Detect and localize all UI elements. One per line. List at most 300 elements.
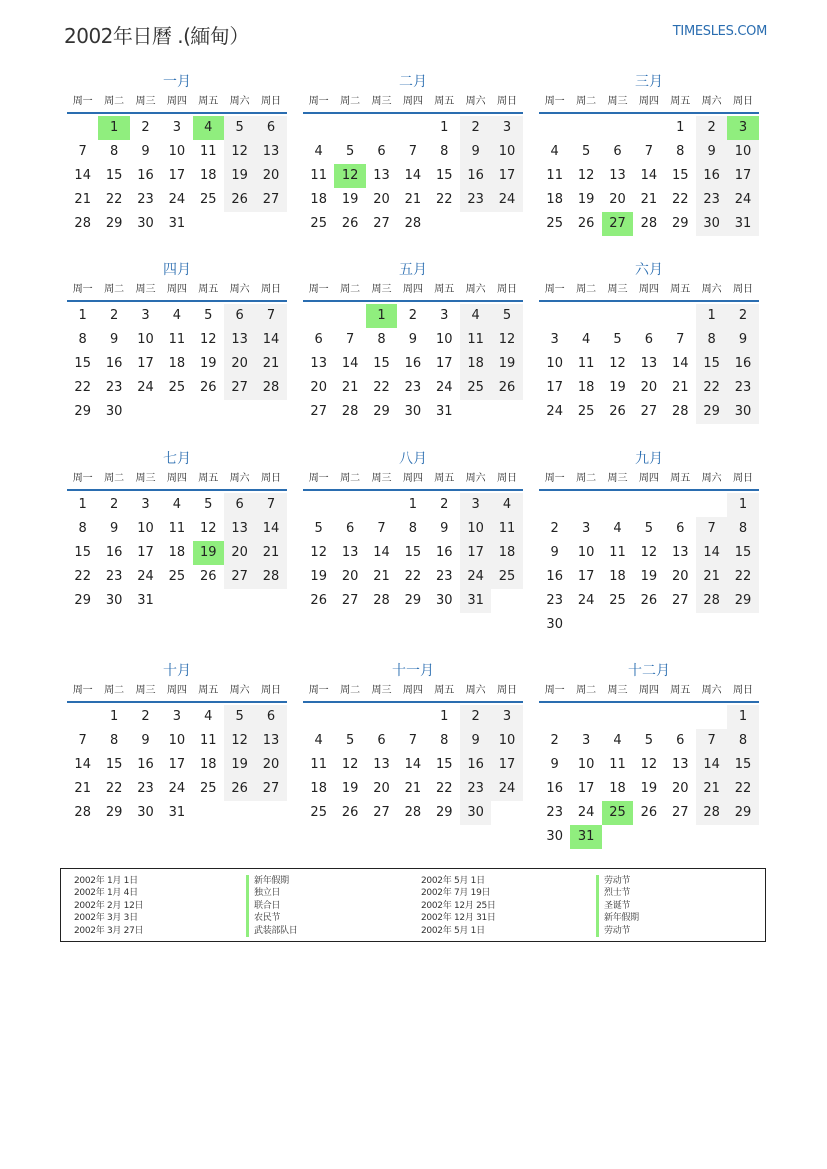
day-cell[interactable]: 30 [435,593,453,608]
day-cell[interactable]: 4 [172,497,181,512]
day-cell[interactable]: 24 [168,192,186,207]
day-cell[interactable]: 13 [373,168,390,183]
day-cell[interactable]: 7 [696,517,727,541]
day-cell[interactable]: 6 [377,733,386,748]
day-cell[interactable]: 17 [491,164,522,188]
day-cell[interactable]: 20 [373,192,390,207]
day-cell[interactable]: 5 [224,116,255,140]
day-cell[interactable]: 1 [696,304,727,328]
day-cell[interactable]: 27 [640,404,658,419]
day-cell[interactable]: 2 [109,497,119,512]
day-cell[interactable]: 22 [105,781,123,796]
day-cell[interactable]: 28 [640,216,658,231]
day-cell[interactable]: 3 [141,497,150,512]
day-cell[interactable]: 9 [109,332,119,347]
day-cell[interactable]: 26 [341,805,359,820]
day-cell[interactable]: 24 [137,569,154,584]
day-cell[interactable]: 14 [640,168,658,183]
day-cell[interactable]: 3 [581,733,591,748]
day-cell[interactable]: 5 [345,733,355,748]
day-cell[interactable]: 29 [435,805,453,820]
day-cell[interactable]: 5 [491,304,522,328]
day-cell[interactable]: 14 [404,757,422,772]
day-cell[interactable]: 29 [105,216,123,231]
day-cell[interactable]: 12 [224,140,255,164]
day-cell[interactable]: 8 [408,521,417,536]
day-cell[interactable]: 27 [373,805,390,820]
day-cell[interactable]: 24 [137,380,154,395]
day-cell[interactable]: 15 [74,545,91,560]
day-cell[interactable]: 13 [341,545,359,560]
day-cell[interactable]: 19 [341,781,359,796]
day-cell[interactable]: 21 [74,192,91,207]
day-cell[interactable]: 2 [141,709,150,724]
day-cell[interactable]: 26 [341,216,359,231]
day-cell[interactable]: 22 [671,192,689,207]
day-cell[interactable]: 12 [334,164,365,188]
day-cell[interactable]: 21 [671,380,689,395]
day-cell[interactable]: 7 [255,304,286,328]
day-cell[interactable]: 25 [602,801,633,825]
day-cell[interactable]: 9 [550,545,559,560]
day-cell[interactable]: 24 [168,781,186,796]
day-cell[interactable]: 23 [696,188,727,212]
day-cell[interactable]: 22 [435,781,453,796]
day-cell[interactable]: 7 [377,521,386,536]
day-cell[interactable]: 27 [224,565,255,589]
day-cell[interactable]: 22 [373,380,390,395]
day-cell[interactable]: 11 [546,168,563,183]
day-cell[interactable]: 11 [168,521,186,536]
day-cell[interactable]: 13 [671,545,689,560]
day-cell[interactable]: 28 [255,565,286,589]
day-cell[interactable]: 4 [613,521,622,536]
day-cell[interactable]: 22 [435,192,453,207]
day-cell[interactable]: 17 [491,753,522,777]
day-cell[interactable]: 22 [727,777,758,801]
day-cell[interactable]: 24 [727,188,758,212]
day-cell[interactable]: 16 [435,545,453,560]
day-cell[interactable]: 16 [546,569,563,584]
day-cell[interactable]: 14 [696,753,727,777]
day-cell[interactable]: 9 [727,328,758,352]
day-cell[interactable]: 14 [341,356,359,371]
day-cell[interactable]: 3 [491,705,522,729]
day-cell[interactable]: 6 [255,116,286,140]
day-cell[interactable]: 23 [105,380,123,395]
day-cell[interactable]: 1 [366,304,397,328]
day-cell[interactable]: 6 [255,705,286,729]
day-cell[interactable]: 21 [404,192,422,207]
day-cell[interactable]: 18 [609,781,626,796]
day-cell[interactable]: 4 [613,733,622,748]
day-cell[interactable]: 18 [168,545,186,560]
day-cell[interactable]: 16 [137,168,154,183]
day-cell[interactable]: 21 [74,781,91,796]
day-cell[interactable]: 17 [168,168,186,183]
day-cell[interactable]: 17 [546,380,563,395]
day-cell[interactable]: 15 [105,168,123,183]
day-cell[interactable]: 1 [109,709,119,724]
day-cell[interactable]: 8 [696,328,727,352]
day-cell[interactable]: 30 [137,805,154,820]
day-cell[interactable]: 19 [341,192,359,207]
day-cell[interactable]: 17 [168,757,186,772]
day-cell[interactable]: 20 [310,380,327,395]
day-cell[interactable]: 24 [491,777,522,801]
day-cell[interactable]: 16 [460,164,491,188]
day-cell[interactable]: 17 [727,164,758,188]
day-cell[interactable]: 12 [199,521,217,536]
day-cell[interactable]: 25 [168,569,186,584]
day-cell[interactable]: 11 [199,144,217,159]
day-cell[interactable]: 26 [577,216,595,231]
day-cell[interactable]: 9 [440,521,449,536]
day-cell[interactable]: 26 [640,805,658,820]
day-cell[interactable]: 31 [137,593,154,608]
day-cell[interactable]: 21 [696,777,727,801]
day-cell[interactable]: 3 [440,308,449,323]
day-cell[interactable]: 19 [199,356,217,371]
day-cell[interactable]: 20 [640,380,658,395]
day-cell[interactable]: 7 [408,144,417,159]
day-cell[interactable]: 7 [345,332,355,347]
day-cell[interactable]: 6 [377,144,386,159]
day-cell[interactable]: 28 [696,589,727,613]
day-cell[interactable]: 10 [577,757,595,772]
day-cell[interactable]: 3 [727,116,758,140]
day-cell[interactable]: 12 [491,328,522,352]
day-cell[interactable]: 20 [341,569,359,584]
day-cell[interactable]: 3 [550,332,559,347]
day-cell[interactable]: 12 [640,545,658,560]
day-cell[interactable]: 29 [105,805,123,820]
day-cell[interactable]: 10 [491,140,522,164]
day-cell[interactable]: 4 [491,493,522,517]
day-cell[interactable]: 9 [408,332,417,347]
day-cell[interactable]: 7 [255,493,286,517]
day-cell[interactable]: 19 [310,569,327,584]
day-cell[interactable]: 26 [224,777,255,801]
day-cell[interactable]: 5 [224,705,255,729]
day-cell[interactable]: 26 [199,569,217,584]
day-cell[interactable]: 4 [193,116,224,140]
day-cell[interactable]: 14 [696,541,727,565]
day-cell[interactable]: 3 [172,709,181,724]
day-cell[interactable]: 9 [460,140,491,164]
day-cell[interactable]: 5 [204,497,213,512]
day-cell[interactable]: 25 [199,781,217,796]
day-cell[interactable]: 5 [644,733,653,748]
day-cell[interactable]: 11 [577,356,595,371]
day-cell[interactable]: 15 [435,757,453,772]
day-cell[interactable]: 23 [727,376,758,400]
day-cell[interactable]: 25 [199,192,217,207]
day-cell[interactable]: 10 [460,517,491,541]
day-cell[interactable]: 12 [609,356,626,371]
day-cell[interactable]: 12 [224,729,255,753]
day-cell[interactable]: 10 [137,521,154,536]
day-cell[interactable]: 13 [255,140,286,164]
day-cell[interactable]: 25 [491,565,522,589]
day-cell[interactable]: 4 [550,144,559,159]
day-cell[interactable]: 22 [105,192,123,207]
site-logo[interactable]: TIMESLES.COM [672,24,767,39]
day-cell[interactable]: 11 [310,168,327,183]
day-cell[interactable]: 31 [727,212,758,236]
day-cell[interactable]: 18 [168,356,186,371]
day-cell[interactable]: 15 [727,753,758,777]
day-cell[interactable]: 11 [199,733,217,748]
day-cell[interactable]: 4 [314,144,323,159]
day-cell[interactable]: 18 [546,192,563,207]
day-cell[interactable]: 11 [168,332,186,347]
day-cell[interactable]: 12 [341,757,359,772]
day-cell[interactable]: 10 [577,545,595,560]
day-cell[interactable]: 28 [696,801,727,825]
day-cell[interactable]: 7 [644,144,653,159]
day-cell[interactable]: 17 [460,541,491,565]
day-cell[interactable]: 18 [310,781,327,796]
day-cell[interactable]: 19 [491,352,522,376]
day-cell[interactable]: 6 [644,332,653,347]
day-cell[interactable]: 13 [671,757,689,772]
day-cell[interactable]: 9 [109,521,119,536]
day-cell[interactable]: 9 [141,144,150,159]
day-cell[interactable]: 20 [373,781,390,796]
day-cell[interactable]: 13 [310,356,327,371]
day-cell[interactable]: 30 [137,216,154,231]
day-cell[interactable]: 29 [727,589,758,613]
day-cell[interactable]: 1 [408,497,417,512]
day-cell[interactable]: 22 [696,376,727,400]
day-cell[interactable]: 8 [440,733,449,748]
day-cell[interactable]: 23 [546,593,563,608]
day-cell[interactable]: 15 [671,168,689,183]
day-cell[interactable]: 21 [255,352,286,376]
day-cell[interactable]: 14 [373,545,390,560]
day-cell[interactable]: 17 [435,356,453,371]
day-cell[interactable]: 29 [74,404,91,419]
day-cell[interactable]: 13 [373,757,390,772]
day-cell[interactable]: 17 [577,781,595,796]
day-cell[interactable]: 21 [255,541,286,565]
day-cell[interactable]: 18 [310,192,327,207]
day-cell[interactable]: 1 [676,120,685,135]
day-cell[interactable]: 11 [609,545,626,560]
day-cell[interactable]: 11 [310,757,327,772]
day-cell[interactable]: 18 [460,352,491,376]
day-cell[interactable]: 6 [314,332,323,347]
day-cell[interactable]: 26 [224,188,255,212]
day-cell[interactable]: 8 [78,521,87,536]
day-cell[interactable]: 13 [609,168,626,183]
day-cell[interactable]: 10 [137,332,154,347]
day-cell[interactable]: 5 [644,521,653,536]
day-cell[interactable]: 14 [671,356,689,371]
day-cell[interactable]: 28 [341,404,359,419]
day-cell[interactable]: 30 [546,617,563,632]
day-cell[interactable]: 2 [727,304,758,328]
day-cell[interactable]: 24 [577,805,595,820]
day-cell[interactable]: 29 [404,593,422,608]
day-cell[interactable]: 25 [168,380,186,395]
day-cell[interactable]: 9 [696,140,727,164]
day-cell[interactable]: 19 [577,192,595,207]
day-cell[interactable]: 8 [109,144,119,159]
day-cell[interactable]: 28 [404,805,422,820]
day-cell[interactable]: 4 [172,308,181,323]
day-cell[interactable]: 15 [105,757,123,772]
day-cell[interactable]: 28 [74,216,91,231]
day-cell[interactable]: 7 [696,729,727,753]
day-cell[interactable]: 15 [74,356,91,371]
day-cell[interactable]: 22 [74,569,91,584]
day-cell[interactable]: 20 [255,753,286,777]
day-cell[interactable]: 14 [74,757,91,772]
day-cell[interactable]: 13 [640,356,658,371]
day-cell[interactable]: 17 [577,569,595,584]
day-cell[interactable]: 30 [404,404,422,419]
day-cell[interactable]: 6 [613,144,622,159]
day-cell[interactable]: 16 [546,781,563,796]
day-cell[interactable]: 12 [199,332,217,347]
day-cell[interactable]: 2 [696,116,727,140]
day-cell[interactable]: 10 [727,140,758,164]
day-cell[interactable]: 19 [609,380,626,395]
day-cell[interactable]: 6 [224,493,255,517]
day-cell[interactable]: 27 [310,404,327,419]
day-cell[interactable]: 19 [193,541,224,565]
day-cell[interactable]: 11 [609,757,626,772]
day-cell[interactable]: 30 [105,404,123,419]
day-cell[interactable]: 2 [141,120,150,135]
day-cell[interactable]: 29 [74,593,91,608]
day-cell[interactable]: 8 [109,733,119,748]
day-cell[interactable]: 21 [696,565,727,589]
day-cell[interactable]: 20 [224,352,255,376]
day-cell[interactable]: 27 [341,593,359,608]
day-cell[interactable]: 1 [78,497,87,512]
day-cell[interactable]: 6 [676,521,685,536]
day-cell[interactable]: 31 [168,216,186,231]
day-cell[interactable]: 31 [168,805,186,820]
day-cell[interactable]: 24 [491,188,522,212]
day-cell[interactable]: 28 [404,216,422,231]
day-cell[interactable]: 18 [609,569,626,584]
day-cell[interactable]: 7 [676,332,685,347]
day-cell[interactable]: 16 [105,545,123,560]
day-cell[interactable]: 20 [255,164,286,188]
day-cell[interactable]: 27 [373,216,390,231]
day-cell[interactable]: 16 [105,356,123,371]
day-cell[interactable]: 27 [255,777,286,801]
day-cell[interactable]: 1 [440,120,449,135]
day-cell[interactable]: 5 [581,144,591,159]
day-cell[interactable]: 21 [404,781,422,796]
day-cell[interactable]: 22 [74,380,91,395]
day-cell[interactable]: 4 [581,332,591,347]
day-cell[interactable]: 30 [460,801,491,825]
day-cell[interactable]: 23 [404,380,422,395]
day-cell[interactable]: 26 [640,593,658,608]
day-cell[interactable]: 22 [727,565,758,589]
day-cell[interactable]: 26 [609,404,626,419]
day-cell[interactable]: 7 [78,144,87,159]
day-cell[interactable]: 18 [577,380,595,395]
day-cell[interactable]: 25 [460,376,491,400]
day-cell[interactable]: 30 [727,400,758,424]
day-cell[interactable]: 20 [671,781,689,796]
day-cell[interactable]: 30 [546,829,563,844]
day-cell[interactable]: 1 [727,493,758,517]
day-cell[interactable]: 1 [727,705,758,729]
day-cell[interactable]: 23 [460,777,491,801]
day-cell[interactable]: 10 [168,733,186,748]
day-cell[interactable]: 6 [676,733,685,748]
day-cell[interactable]: 25 [609,593,626,608]
day-cell[interactable]: 3 [581,521,591,536]
day-cell[interactable]: 15 [404,545,422,560]
day-cell[interactable]: 21 [640,192,658,207]
day-cell[interactable]: 22 [404,569,422,584]
day-cell[interactable]: 24 [546,404,563,419]
day-cell[interactable]: 20 [609,192,626,207]
day-cell[interactable]: 23 [435,569,453,584]
day-cell[interactable]: 27 [671,805,689,820]
day-cell[interactable]: 10 [491,729,522,753]
day-cell[interactable]: 29 [373,404,390,419]
day-cell[interactable]: 1 [98,116,129,140]
day-cell[interactable]: 9 [550,757,559,772]
day-cell[interactable]: 5 [345,144,355,159]
day-cell[interactable]: 28 [255,376,286,400]
day-cell[interactable]: 19 [640,781,658,796]
day-cell[interactable]: 27 [255,188,286,212]
day-cell[interactable]: 18 [199,757,217,772]
day-cell[interactable]: 26 [199,380,217,395]
day-cell[interactable]: 4 [314,733,323,748]
day-cell[interactable]: 24 [460,565,491,589]
day-cell[interactable]: 21 [341,380,359,395]
day-cell[interactable]: 17 [137,356,154,371]
day-cell[interactable]: 3 [172,120,181,135]
day-cell[interactable]: 4 [204,709,213,724]
day-cell[interactable]: 30 [696,212,727,236]
day-cell[interactable]: 11 [491,517,522,541]
day-cell[interactable]: 14 [255,517,286,541]
day-cell[interactable]: 23 [137,781,154,796]
day-cell[interactable]: 2 [440,497,449,512]
day-cell[interactable]: 2 [109,308,119,323]
day-cell[interactable]: 25 [546,216,563,231]
day-cell[interactable]: 9 [141,733,150,748]
day-cell[interactable]: 10 [435,332,453,347]
day-cell[interactable]: 16 [696,164,727,188]
day-cell[interactable]: 18 [199,168,217,183]
day-cell[interactable]: 25 [577,404,595,419]
day-cell[interactable]: 15 [435,168,453,183]
day-cell[interactable]: 5 [314,521,323,536]
day-cell[interactable]: 20 [224,541,255,565]
day-cell[interactable]: 8 [440,144,449,159]
day-cell[interactable]: 2 [460,705,491,729]
day-cell[interactable]: 23 [105,569,123,584]
day-cell[interactable]: 27 [602,212,633,236]
day-cell[interactable]: 31 [435,404,453,419]
day-cell[interactable]: 27 [671,593,689,608]
day-cell[interactable]: 24 [577,593,595,608]
